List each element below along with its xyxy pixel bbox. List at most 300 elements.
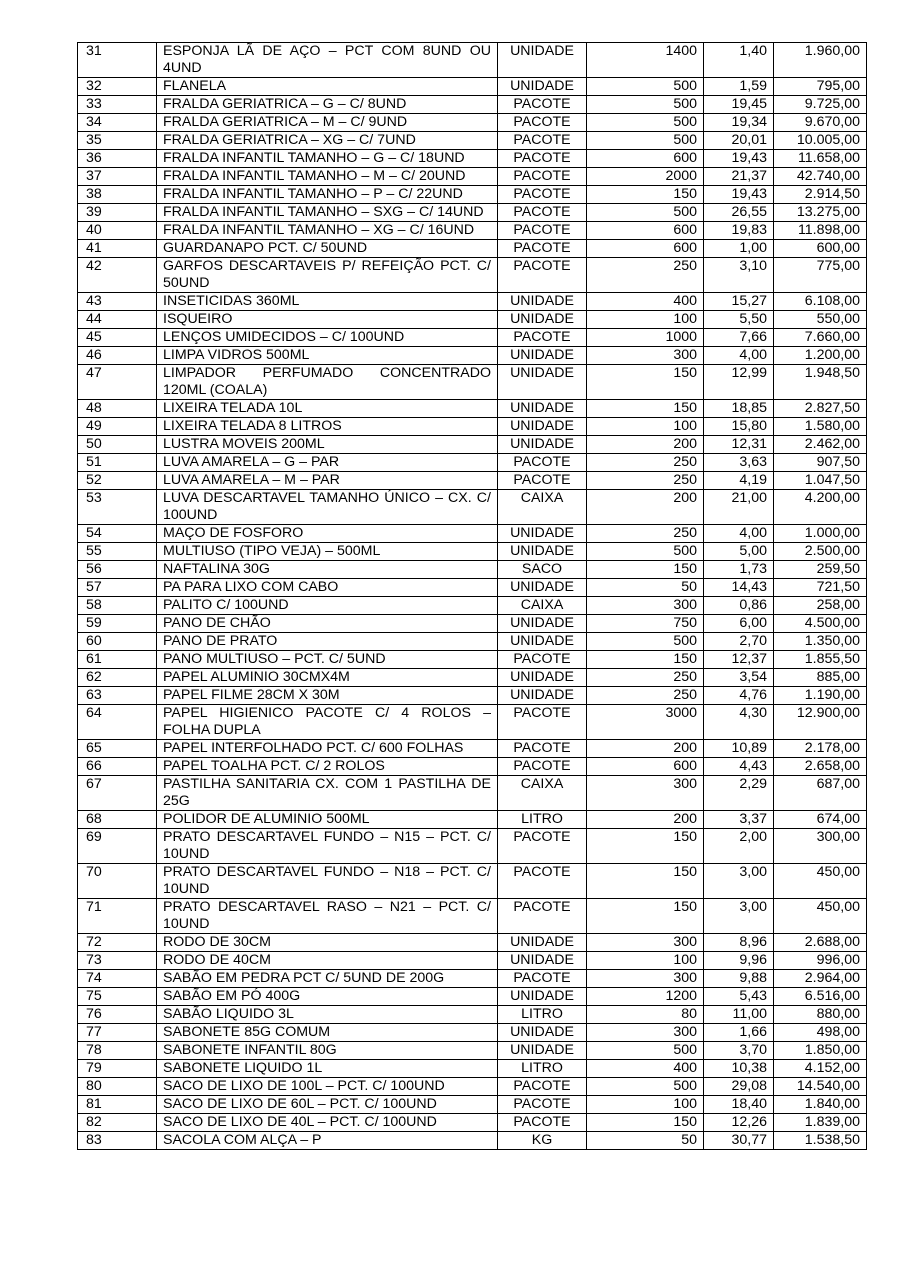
item-unit-price-cell: 12,31 [704,436,774,454]
item-description-cell: PAPEL INTERFOLHADO PCT. C/ 600 FOLHAS [157,740,498,758]
item-quantity-cell: 500 [587,633,704,651]
item-quantity-cell: 750 [587,615,704,633]
item-quantity-cell: 400 [587,293,704,311]
item-quantity-cell: 1000 [587,329,704,347]
table-row [78,1024,867,1042]
item-quantity-cell: 2000 [587,168,704,186]
item-unit-cell: PACOTE [498,168,587,186]
table-row [78,400,867,418]
item-total-cell: 2.658,00 [774,758,867,776]
item-total-cell: 2.827,50 [774,400,867,418]
item-number-cell: 37 [78,168,157,186]
item-total-cell: 775,00 [774,258,867,293]
item-number-cell: 66 [78,758,157,776]
item-unit-cell: PACOTE [498,472,587,490]
item-unit-price-cell: 19,43 [704,150,774,168]
item-description-cell: PAPEL HIGIENICO PACOTE C/ 4 ROLOS – FOLHA DUPLA [157,705,498,740]
table-row [78,952,867,970]
item-description-cell: PRATO DESCARTAVEL RASO – N21 – PCT. C/ 10UND [157,899,498,934]
item-unit-price-cell: 4,76 [704,687,774,705]
item-quantity-cell: 300 [587,970,704,988]
item-number-cell: 63 [78,687,157,705]
item-total-cell: 2.462,00 [774,436,867,454]
item-unit-cell: PACOTE [498,222,587,240]
item-number-cell: 40 [78,222,157,240]
item-description-cell: SACOLA COM ALÇA – P [157,1132,498,1150]
item-quantity-cell: 300 [587,776,704,811]
item-total-cell: 13.275,00 [774,204,867,222]
item-quantity-cell: 300 [587,597,704,615]
item-unit-cell: PACOTE [498,970,587,988]
table-row [78,1042,867,1060]
item-number-cell: 58 [78,597,157,615]
item-quantity-cell: 100 [587,418,704,436]
item-number-cell: 69 [78,829,157,864]
item-unit-cell: PACOTE [498,740,587,758]
item-description-cell: SABÃO EM PÓ 400G [157,988,498,1006]
table-row [78,240,867,258]
item-unit-price-cell: 20,01 [704,132,774,150]
item-quantity-cell: 1200 [587,988,704,1006]
item-quantity-cell: 500 [587,204,704,222]
item-unit-price-cell: 9,88 [704,970,774,988]
items-table-body [78,43,867,1150]
item-quantity-cell: 500 [587,1078,704,1096]
item-total-cell: 1.850,00 [774,1042,867,1060]
item-quantity-cell: 250 [587,454,704,472]
item-description-cell: PAPEL TOALHA PCT. C/ 2 ROLOS [157,758,498,776]
item-total-cell: 42.740,00 [774,168,867,186]
item-unit-cell: UNIDADE [498,347,587,365]
item-number-cell: 43 [78,293,157,311]
item-description-cell: INSETICIDAS 360ML [157,293,498,311]
table-row [78,988,867,1006]
item-quantity-cell: 200 [587,490,704,525]
table-row [78,114,867,132]
item-quantity-cell: 80 [587,1006,704,1024]
table-row [78,472,867,490]
item-description-cell: GUARDANAPO PCT. C/ 50UND [157,240,498,258]
item-unit-cell: PACOTE [498,758,587,776]
item-unit-price-cell: 4,30 [704,705,774,740]
item-quantity-cell: 200 [587,436,704,454]
item-unit-cell: PACOTE [498,1078,587,1096]
item-quantity-cell: 600 [587,758,704,776]
item-total-cell: 9.670,00 [774,114,867,132]
item-total-cell: 1.200,00 [774,347,867,365]
item-number-cell: 67 [78,776,157,811]
item-number-cell: 52 [78,472,157,490]
item-description-cell: FRALDA GERIATRICA – G – C/ 8UND [157,96,498,114]
item-unit-cell: UNIDADE [498,579,587,597]
item-number-cell: 60 [78,633,157,651]
item-description-cell: PA PARA LIXO COM CABO [157,579,498,597]
table-row [78,222,867,240]
item-total-cell: 259,50 [774,561,867,579]
item-unit-cell: UNIDADE [498,525,587,543]
item-unit-price-cell: 3,00 [704,899,774,934]
item-description-cell: PANO DE PRATO [157,633,498,651]
item-quantity-cell: 100 [587,311,704,329]
item-quantity-cell: 150 [587,829,704,864]
item-total-cell: 907,50 [774,454,867,472]
item-total-cell: 11.658,00 [774,150,867,168]
item-unit-price-cell: 7,66 [704,329,774,347]
item-quantity-cell: 500 [587,78,704,96]
item-number-cell: 39 [78,204,157,222]
item-quantity-cell: 500 [587,543,704,561]
item-unit-cell: PACOTE [498,899,587,934]
item-number-cell: 72 [78,934,157,952]
table-row [78,776,867,811]
item-unit-price-cell: 4,00 [704,347,774,365]
item-total-cell: 10.005,00 [774,132,867,150]
item-total-cell: 14.540,00 [774,1078,867,1096]
item-total-cell: 996,00 [774,952,867,970]
item-unit-cell: PACOTE [498,454,587,472]
item-number-cell: 38 [78,186,157,204]
item-unit-price-cell: 2,00 [704,829,774,864]
item-total-cell: 721,50 [774,579,867,597]
item-quantity-cell: 150 [587,561,704,579]
item-quantity-cell: 150 [587,1114,704,1132]
item-unit-price-cell: 3,70 [704,1042,774,1060]
item-unit-price-cell: 1,66 [704,1024,774,1042]
item-number-cell: 65 [78,740,157,758]
item-number-cell: 45 [78,329,157,347]
item-description-cell: SACO DE LIXO DE 100L – PCT. C/ 100UND [157,1078,498,1096]
item-total-cell: 1.839,00 [774,1114,867,1132]
item-number-cell: 82 [78,1114,157,1132]
item-description-cell: PRATO DESCARTAVEL FUNDO – N18 – PCT. C/ 10UND [157,864,498,899]
item-unit-cell: UNIDADE [498,669,587,687]
item-quantity-cell: 100 [587,952,704,970]
item-quantity-cell: 100 [587,1096,704,1114]
item-number-cell: 32 [78,78,157,96]
table-row [78,864,867,899]
item-total-cell: 687,00 [774,776,867,811]
item-unit-cell: PACOTE [498,1114,587,1132]
item-number-cell: 79 [78,1060,157,1078]
table-row [78,687,867,705]
item-number-cell: 62 [78,669,157,687]
item-description-cell: SABÃO EM PEDRA PCT C/ 5UND DE 200G [157,970,498,988]
item-description-cell: PAPEL FILME 28CM X 30M [157,687,498,705]
table-row [78,669,867,687]
item-unit-cell: UNIDADE [498,633,587,651]
item-unit-price-cell: 30,77 [704,1132,774,1150]
item-total-cell: 6.108,00 [774,293,867,311]
item-quantity-cell: 200 [587,811,704,829]
item-unit-cell: CAIXA [498,597,587,615]
item-unit-cell: PACOTE [498,186,587,204]
item-quantity-cell: 50 [587,1132,704,1150]
table-row [78,329,867,347]
item-quantity-cell: 150 [587,365,704,400]
item-number-cell: 74 [78,970,157,988]
item-number-cell: 53 [78,490,157,525]
item-total-cell: 2.964,00 [774,970,867,988]
item-description-cell: RODO DE 40CM [157,952,498,970]
item-description-cell: FRALDA INFANTIL TAMANHO – P – C/ 22UND [157,186,498,204]
item-description-cell: FRALDA INFANTIL TAMANHO – M – C/ 20UND [157,168,498,186]
item-unit-cell: UNIDADE [498,687,587,705]
table-row [78,899,867,934]
table-row [78,543,867,561]
item-total-cell: 1.580,00 [774,418,867,436]
item-quantity-cell: 50 [587,579,704,597]
item-quantity-cell: 250 [587,258,704,293]
item-unit-price-cell: 10,38 [704,1060,774,1078]
item-unit-price-cell: 26,55 [704,204,774,222]
item-unit-price-cell: 10,89 [704,740,774,758]
item-description-cell: NAFTALINA 30G [157,561,498,579]
table-row [78,150,867,168]
item-number-cell: 47 [78,365,157,400]
item-quantity-cell: 150 [587,186,704,204]
table-row [78,132,867,150]
item-total-cell: 550,00 [774,311,867,329]
table-row [78,1078,867,1096]
table-row [78,258,867,293]
item-number-cell: 83 [78,1132,157,1150]
item-description-cell: SABONETE 85G COMUM [157,1024,498,1042]
item-description-cell: LENÇOS UMIDECIDOS – C/ 100UND [157,329,498,347]
item-description-cell: FRALDA INFANTIL TAMANHO – SXG – C/ 14UND [157,204,498,222]
item-unit-price-cell: 4,00 [704,525,774,543]
table-row [78,811,867,829]
table-row [78,293,867,311]
item-unit-cell: PACOTE [498,132,587,150]
item-unit-price-cell: 3,00 [704,864,774,899]
table-row [78,1132,867,1150]
table-row [78,970,867,988]
item-number-cell: 77 [78,1024,157,1042]
item-quantity-cell: 1400 [587,43,704,78]
item-total-cell: 1.000,00 [774,525,867,543]
item-quantity-cell: 500 [587,96,704,114]
table-row [78,651,867,669]
item-total-cell: 1.960,00 [774,43,867,78]
item-quantity-cell: 300 [587,934,704,952]
item-unit-cell: UNIDADE [498,365,587,400]
item-unit-price-cell: 21,37 [704,168,774,186]
item-description-cell: LIMPA VIDROS 500ML [157,347,498,365]
item-number-cell: 64 [78,705,157,740]
item-total-cell: 11.898,00 [774,222,867,240]
item-number-cell: 50 [78,436,157,454]
item-total-cell: 1.190,00 [774,687,867,705]
item-description-cell: PASTILHA SANITARIA CX. COM 1 PASTILHA DE 25G [157,776,498,811]
item-quantity-cell: 400 [587,1060,704,1078]
item-description-cell: SABONETE LIQUIDO 1L [157,1060,498,1078]
item-unit-price-cell: 5,00 [704,543,774,561]
item-unit-price-cell: 19,43 [704,186,774,204]
table-row [78,1114,867,1132]
item-unit-price-cell: 1,00 [704,240,774,258]
item-number-cell: 78 [78,1042,157,1060]
item-number-cell: 33 [78,96,157,114]
item-description-cell: LUVA AMARELA – G – PAR [157,454,498,472]
item-description-cell: PANO DE CHÃO [157,615,498,633]
item-total-cell: 2.500,00 [774,543,867,561]
item-total-cell: 2.688,00 [774,934,867,952]
item-description-cell: ISQUEIRO [157,311,498,329]
table-row [78,418,867,436]
item-description-cell: SACO DE LIXO DE 40L – PCT. C/ 100UND [157,1114,498,1132]
item-quantity-cell: 500 [587,114,704,132]
item-unit-cell: PACOTE [498,1096,587,1114]
item-number-cell: 46 [78,347,157,365]
item-number-cell: 70 [78,864,157,899]
item-unit-price-cell: 0,86 [704,597,774,615]
item-unit-price-cell: 19,45 [704,96,774,114]
item-unit-cell: PACOTE [498,705,587,740]
item-number-cell: 73 [78,952,157,970]
item-quantity-cell: 500 [587,1042,704,1060]
table-row [78,43,867,78]
item-quantity-cell: 250 [587,687,704,705]
item-unit-cell: UNIDADE [498,1042,587,1060]
item-unit-cell: PACOTE [498,150,587,168]
item-quantity-cell: 150 [587,864,704,899]
item-unit-price-cell: 15,27 [704,293,774,311]
item-quantity-cell: 600 [587,222,704,240]
item-unit-price-cell: 8,96 [704,934,774,952]
item-unit-cell: UNIDADE [498,952,587,970]
table-row [78,561,867,579]
item-unit-cell: SACO [498,561,587,579]
item-total-cell: 2.178,00 [774,740,867,758]
item-description-cell: LIXEIRA TELADA 8 LITROS [157,418,498,436]
item-unit-cell: LITRO [498,1006,587,1024]
table-row [78,78,867,96]
item-unit-cell: UNIDADE [498,293,587,311]
item-unit-price-cell: 3,54 [704,669,774,687]
item-unit-cell: UNIDADE [498,543,587,561]
table-row [78,347,867,365]
item-unit-price-cell: 1,73 [704,561,774,579]
table-row [78,204,867,222]
item-unit-price-cell: 11,00 [704,1006,774,1024]
item-total-cell: 1.047,50 [774,472,867,490]
item-number-cell: 68 [78,811,157,829]
item-total-cell: 1.350,00 [774,633,867,651]
table-row [78,597,867,615]
item-number-cell: 56 [78,561,157,579]
item-number-cell: 55 [78,543,157,561]
table-row [78,1006,867,1024]
item-quantity-cell: 300 [587,347,704,365]
item-total-cell: 300,00 [774,829,867,864]
item-total-cell: 450,00 [774,899,867,934]
item-description-cell: LIMPADOR PERFUMADO CONCENTRADO 120ML (COALA) [157,365,498,400]
item-quantity-cell: 3000 [587,705,704,740]
item-total-cell: 6.516,00 [774,988,867,1006]
item-number-cell: 59 [78,615,157,633]
item-number-cell: 57 [78,579,157,597]
item-unit-price-cell: 12,99 [704,365,774,400]
item-description-cell: FRALDA INFANTIL TAMANHO – XG – C/ 16UND [157,222,498,240]
item-unit-price-cell: 3,37 [704,811,774,829]
table-row [78,829,867,864]
table-row [78,186,867,204]
item-description-cell: PRATO DESCARTAVEL FUNDO – N15 – PCT. C/ 10UND [157,829,498,864]
item-unit-price-cell: 5,43 [704,988,774,1006]
item-total-cell: 1.840,00 [774,1096,867,1114]
item-number-cell: 41 [78,240,157,258]
item-unit-price-cell: 19,83 [704,222,774,240]
item-unit-price-cell: 5,50 [704,311,774,329]
item-total-cell: 1.948,50 [774,365,867,400]
item-number-cell: 76 [78,1006,157,1024]
item-number-cell: 71 [78,899,157,934]
item-unit-cell: PACOTE [498,329,587,347]
item-unit-cell: PACOTE [498,114,587,132]
table-row [78,365,867,400]
item-description-cell: RODO DE 30CM [157,934,498,952]
item-total-cell: 1.855,50 [774,651,867,669]
item-unit-price-cell: 18,40 [704,1096,774,1114]
item-unit-price-cell: 12,26 [704,1114,774,1132]
table-row [78,490,867,525]
item-description-cell: FRALDA INFANTIL TAMANHO – G – C/ 18UND [157,150,498,168]
table-row [78,758,867,776]
item-unit-cell: UNIDADE [498,78,587,96]
item-unit-price-cell: 14,43 [704,579,774,597]
table-row [78,579,867,597]
item-unit-cell: PACOTE [498,96,587,114]
item-total-cell: 674,00 [774,811,867,829]
item-unit-cell: PACOTE [498,240,587,258]
table-row [78,311,867,329]
item-number-cell: 36 [78,150,157,168]
item-description-cell: FRALDA GERIATRICA – M – C/ 9UND [157,114,498,132]
items-table [77,42,867,1150]
item-unit-price-cell: 2,29 [704,776,774,811]
item-unit-cell: UNIDADE [498,400,587,418]
item-quantity-cell: 250 [587,472,704,490]
item-unit-price-cell: 15,80 [704,418,774,436]
item-description-cell: ESPONJA LÃ DE AÇO – PCT COM 8UND OU 4UND [157,43,498,78]
item-number-cell: 42 [78,258,157,293]
item-unit-cell: UNIDADE [498,615,587,633]
item-unit-cell: UNIDADE [498,1024,587,1042]
item-number-cell: 49 [78,418,157,436]
item-quantity-cell: 500 [587,132,704,150]
item-description-cell: FRALDA GERIATRICA – XG – C/ 7UND [157,132,498,150]
table-row [78,615,867,633]
item-unit-cell: UNIDADE [498,43,587,78]
item-description-cell: SABONETE INFANTIL 80G [157,1042,498,1060]
item-total-cell: 885,00 [774,669,867,687]
item-unit-cell: UNIDADE [498,436,587,454]
item-number-cell: 54 [78,525,157,543]
item-number-cell: 75 [78,988,157,1006]
item-description-cell: LUSTRA MOVEIS 200ML [157,436,498,454]
item-unit-price-cell: 3,10 [704,258,774,293]
item-unit-cell: UNIDADE [498,311,587,329]
item-unit-cell: LITRO [498,811,587,829]
item-total-cell: 4.200,00 [774,490,867,525]
item-total-cell: 7.660,00 [774,329,867,347]
item-unit-price-cell: 4,43 [704,758,774,776]
item-description-cell: MAÇO DE FOSFORO [157,525,498,543]
item-quantity-cell: 600 [587,150,704,168]
item-unit-price-cell: 12,37 [704,651,774,669]
item-description-cell: PALITO C/ 100UND [157,597,498,615]
item-total-cell: 258,00 [774,597,867,615]
